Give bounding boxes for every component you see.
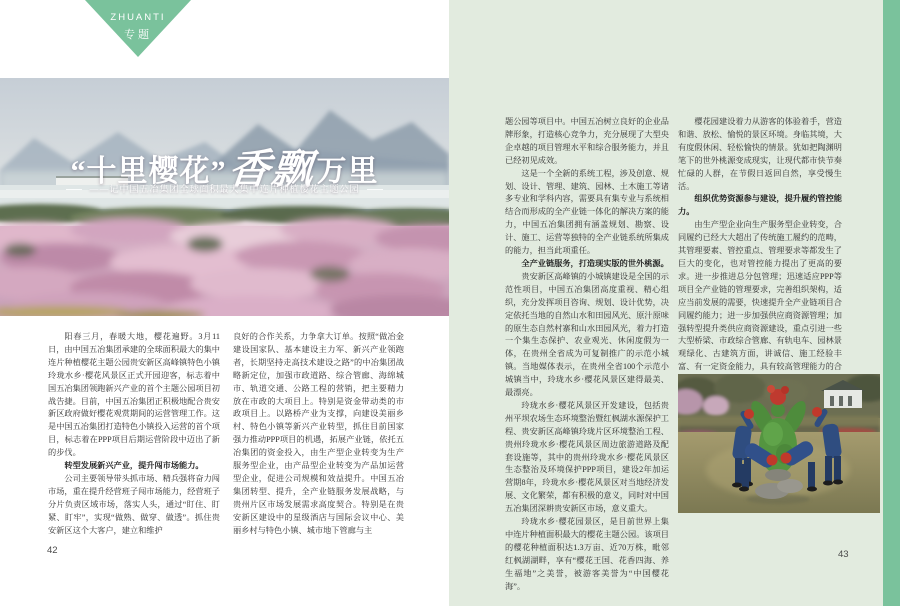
body-paragraph: 题公园等项目中。中国五冶树立良好的企业品牌形象，打造核心竞争力，充分展现了大型央企卓越的项目管理水平和综合服务能力，并且已经初见成效。 bbox=[505, 117, 669, 165]
body-paragraph: 由生产型企业向生产服务型企业转变，合同履约已经大大超出了传统施工履约的范畴，其管理要素、管控重点、管理要求等都发生了巨大的变化，也对管控能力提出了更高的要求。进一步推进总分包管理；迅速适应PPP等项目全产业链的管理要求，完善组织架构，适应当前发展的需要，快速提升全产业链项目合同履约能力；进一步加强供应商资源管理；加强转型提升类供应商资源建设，重点引进一些大型桥梁、市政综合管廊、有轨电车、园林景观绿化、古建筑方面，讲诚信、施工经验丰富、有一定资金能力，具有较高管理能力的合 bbox=[678, 220, 842, 372]
article-subtitle-text: ——记中国五冶集团全球面积最大集中连片种植樱花主题公园 bbox=[89, 184, 360, 194]
workers-photo-illustration bbox=[678, 374, 880, 513]
section-heading: 全产业链服务，打造现实版的世外桃源。 bbox=[521, 258, 669, 268]
body-paragraph: 玲珑水乡·樱花风景区开发建设，包括贵州平坝农场生态环境整治暨红枫湖水源保护工程、贵安新区高峰镇玲珑片区环境整治工程、贵州玲珑水乡·樱花风景区周边旅游道路及配套设施等，其中的贵州玲珑水乡·樱花风景区生态整治及环境保护PPP项目，建设2年加运营期8年，玲珑水乡·樱花风景区对当地经济发展、文化繁荣，都有积极的意义，同时对中国五冶集团深耕贵安新区市场，意义重大。 bbox=[505, 400, 669, 514]
left-page-column-1 bbox=[48, 331, 220, 538]
subtitle-rule-left bbox=[66, 189, 82, 190]
section-heading: 转型发展新兴产业，提升闯市场能力。 bbox=[64, 461, 204, 471]
section-heading: 组织优势资源参与建设，提升履约管控能力。 bbox=[678, 194, 842, 217]
section-badge-zh: 专题 bbox=[124, 29, 152, 41]
section-badge-en: ZHUANTI bbox=[110, 12, 166, 23]
body-paragraph: 良好的合作关系，力争拿大订单。按照“做冶金建设国家队、基本建设主力军、新兴产业领跑者，长期坚持走高技术建设之路”的中冶集团战略新定位，加强市政道路、综合管廊、海绵城市、轨道交通、公路工程的营销，把主要精力放在市政的大项目上。特别是资金带动类的市政项目上。以路桥产业为支撑，向建设美丽乡村、特色小镇等新兴产业转型，抓住目前国家强力推动PPP项目的机遇，拓展产业链，依托五冶集团的资金投入，由生产型企业转变为生产服务型企业，由产品型企业转变为产品加运营型企业，促进公司规模和效益提升。中国五冶集团转型、提升，全产业链服务发展战略，与贵州片区市场发展需求高度契合。特别是在贵安新区建设中的星级酒店与国际会议中心、美丽乡村与特色小镇、城市地下管廊与主 bbox=[233, 332, 404, 535]
hero-photo-illustration bbox=[0, 78, 449, 316]
body-paragraph: 阳春三月，春暖大地，樱花遍野。3月11日，由中国五冶集团承建的全球面积最大的集中连片种植樱花主题公园贵安新区高峰镇特色小镇玲珑水乡·樱花风景区正式开园迎客，标志着中国五冶集团领跑新兴产业的首个主题公园项目初战告捷。目前，中国五冶集团正积极地配合贵安新区政府做好樱花观赏期间的运营管理工作。这是中国五冶集团打造特色小镇投入运营的首个项目，标志着在PPP项目后期运营阶段中迈出了新的步伐。 bbox=[48, 332, 220, 458]
right-page-column-1 bbox=[505, 116, 669, 594]
page-number-left: 42 bbox=[47, 545, 58, 556]
body-paragraph: 贵安新区高峰镇的小城镇建设是全国的示范性项目，中国五冶集团高度重视、精心组织，充分发挥项目咨询、规划、设计优势，决定依托当地的自然山水和田园风光、原汁原味的原生态自然村寨和山水田园风光，着力打造一个集生态保护、农业观光、休闲度假为一体，在贵州全省成为可复制推广的示范小城镇。当地媒体表示，在贵州全省100个示范小城镇当中，玲珑水乡·樱花风景区建得最美、最漂亮。 bbox=[505, 271, 669, 398]
hero-photo bbox=[0, 78, 449, 316]
page-number-right: 43 bbox=[838, 549, 849, 560]
subtitle-rule-right bbox=[367, 189, 383, 190]
article-title-prefix: “十里樱花” bbox=[70, 155, 227, 188]
right-accent-band bbox=[883, 0, 900, 606]
right-page-column-2 bbox=[678, 116, 842, 400]
body-paragraph: 樱花园建设着力从游客的体验着手，营造和谐、放松、愉悦的景区环境。身临其境，大有度假休闲、轻松愉快的情景。犹如把陶渊明笔下的世外桃源变成现实，让现代都市快节奏忙碌的人群，在节假日返回自然，享受慢生活。 bbox=[678, 117, 842, 191]
body-paragraph: 玲珑水乡·樱花园景区，是目前世界上集中连片种植面积最大的樱花主题公园。该项目的樱花种植面积达1.3万亩、近70万株，毗邻红枫湖湖畔，享有“樱花王国、花香四海、养生福地”之美誉，被游客美誉为“中国樱花海”。 bbox=[505, 517, 669, 591]
article-title-script: 香飘 bbox=[225, 146, 317, 192]
body-paragraph: 这是一个全新的系统工程，涉及创意、规划、设计、管理、建筑、园林、土木施工等诸多专业和学科内容，需要具有集专业与系统相结合而形成的全产业链一体化的解决方案的能力，中国五冶集团拥有涵盖规划、勘察、设计、施工、运营等独特的全产业链系统所集成的能力，担当此项重任。 bbox=[505, 168, 669, 256]
article-subtitle bbox=[0, 182, 449, 195]
left-page-column-2 bbox=[233, 331, 404, 538]
body-paragraph: 公司主要领导带头抓市场、精兵强将奋力闯市场，重在提升经营班子闯市场能力，经营班子分片负责区域市场，落实人头，通过“盯住、盯紧、盯牢”，实现“做熟、做穿、做透”。抓住贵安新区这个大客户，建立和维护 bbox=[48, 473, 220, 535]
article-title-suffix: 万里 bbox=[316, 155, 379, 188]
workers-photo bbox=[678, 374, 880, 513]
